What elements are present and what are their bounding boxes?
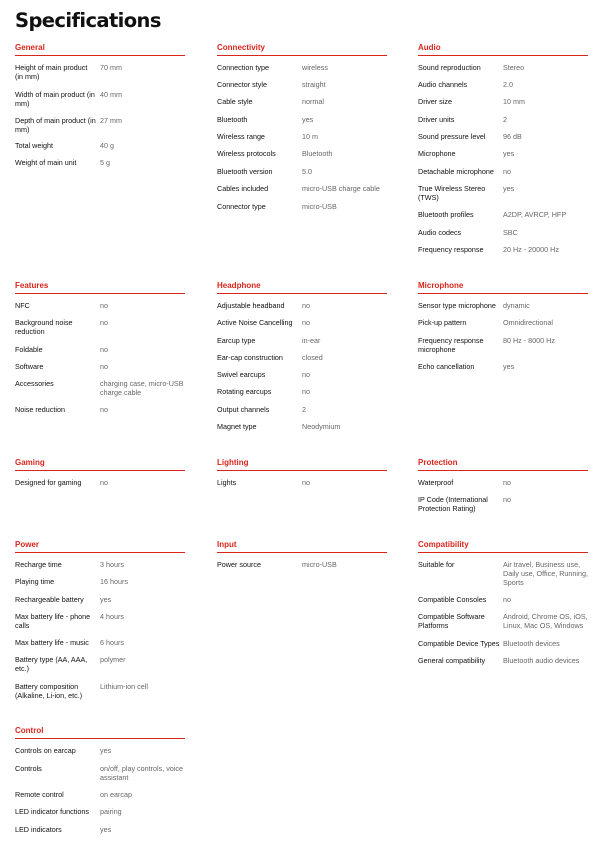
section-lighting <box>217 458 387 487</box>
spec-label: Bluetooth version <box>217 167 273 176</box>
spec-label: Detachable microphone <box>418 167 494 176</box>
spec-label: Pick-up pattern <box>418 318 467 327</box>
spec-label: NFC <box>15 301 30 310</box>
spec-value: no <box>302 318 310 327</box>
spec-value: 5.0 <box>302 167 312 176</box>
spec-label: Depth of main product (in mm) <box>15 116 96 134</box>
spec-value: 10 m <box>302 132 318 141</box>
spec-value: no <box>100 345 108 354</box>
section-microphone <box>418 281 588 371</box>
spec-label: Earcup type <box>217 336 256 345</box>
spec-value: wireless <box>302 63 328 72</box>
spec-value: Neodymium <box>302 422 341 431</box>
spec-label: Power source <box>217 560 261 569</box>
spec-value: yes <box>503 184 515 193</box>
spec-value: 70 mm <box>100 63 122 72</box>
spec-value: A2DP, AVRCP, HFP <box>503 210 567 219</box>
spec-label: Battery composition (Alkaline, Li-ion, etc.) <box>15 682 83 700</box>
spec-label: Software <box>15 362 44 371</box>
spec-value: Air travel, Business use, Daily use, Office, Running, Sports <box>503 560 588 587</box>
spec-label: Max battery life - phone calls <box>15 612 91 630</box>
spec-label: Suitable for <box>418 560 455 569</box>
spec-label: IP Code (International Protection Rating) <box>418 495 488 513</box>
spec-label: Connection type <box>217 63 269 72</box>
spec-label: Connector style <box>217 80 267 89</box>
spec-value: no <box>503 167 511 176</box>
spec-value: polymer <box>100 655 126 664</box>
spec-label: Frequency response microphone <box>418 336 484 354</box>
spec-value: closed <box>302 353 323 362</box>
spec-value: no <box>503 595 511 604</box>
section-title: Compatibility <box>418 540 588 553</box>
spec-value: 80 Hz - 8000 Hz <box>503 336 555 345</box>
spec-label: Magnet type <box>217 422 257 431</box>
spec-label: Frequency response <box>418 245 484 254</box>
section-title: Lighting <box>217 458 387 471</box>
section-audio <box>418 43 588 254</box>
spec-value: micro-USB <box>302 202 337 211</box>
spec-value: Android, Chrome OS, iOS, Linux, Mac OS, Windows <box>503 612 588 630</box>
spec-value: yes <box>100 746 112 755</box>
spec-label: Bluetooth <box>217 115 248 124</box>
spec-label: Designed for gaming <box>15 478 82 487</box>
spec-label: Height of main product (in mm) <box>15 63 88 81</box>
spec-label: Weight of main unit <box>15 158 77 167</box>
spec-value: 40 mm <box>100 90 122 99</box>
spec-label: LED indicator functions <box>15 807 89 816</box>
spec-label: Background noise reduction <box>15 318 73 336</box>
spec-label: Recharge time <box>15 560 62 569</box>
spec-value: 4 hours <box>100 612 124 621</box>
spec-value: dynamic <box>503 301 530 310</box>
spec-label: Connector type <box>217 202 266 211</box>
spec-value: 96 dB <box>503 132 522 141</box>
section-title: Power <box>15 540 185 553</box>
spec-value: Omnidirectional <box>503 318 553 327</box>
spec-value: 2 <box>503 115 507 124</box>
spec-value: no <box>100 301 108 310</box>
spec-label: Driver size <box>418 97 452 106</box>
spec-value: in-ear <box>302 336 321 345</box>
spec-value: 20 Hz - 20000 Hz <box>503 245 559 254</box>
spec-value: Bluetooth <box>302 149 333 158</box>
spec-value: no <box>302 478 310 487</box>
spec-label: Audio channels <box>418 80 468 89</box>
spec-label: Audio codecs <box>418 228 462 237</box>
spec-value: SBC <box>503 228 518 237</box>
spec-value: no <box>302 387 310 396</box>
section-title: Connectivity <box>217 43 387 56</box>
section-features <box>15 281 185 414</box>
spec-value: Bluetooth devices <box>503 639 560 648</box>
spec-value: micro-USB <box>302 560 337 569</box>
section-title: Microphone <box>418 281 588 294</box>
spec-value: no <box>100 478 108 487</box>
spec-value: no <box>100 362 108 371</box>
section-control <box>15 726 185 834</box>
spec-label: LED indicators <box>15 825 62 834</box>
section-title: Features <box>15 281 185 294</box>
spec-value: yes <box>100 825 112 834</box>
spec-label: General compatibility <box>418 656 486 665</box>
spec-value: micro-USB charge cable <box>302 184 380 193</box>
spec-label: Bluetooth profiles <box>418 210 474 219</box>
spec-value: no <box>302 370 310 379</box>
section-title: Protection <box>418 458 588 471</box>
spec-value: normal <box>302 97 324 106</box>
spec-value: 27 mm <box>100 116 122 125</box>
spec-value: 40 g <box>100 141 114 150</box>
spec-label: Cables included <box>217 184 269 193</box>
spec-label: Lights <box>217 478 237 487</box>
spec-value: 2.0 <box>503 80 513 89</box>
spec-label: Rechargeable battery <box>15 595 84 604</box>
spec-value: 3 hours <box>100 560 124 569</box>
spec-label: Total weight <box>15 141 53 150</box>
spec-value: no <box>100 405 108 414</box>
section-title: Gaming <box>15 458 185 471</box>
spec-value: yes <box>503 362 515 371</box>
spec-label: Driver units <box>418 115 455 124</box>
section-headphone <box>217 281 387 431</box>
spec-value: yes <box>503 149 515 158</box>
spec-label: Sound reproduction <box>418 63 481 72</box>
spec-label: Controls on earcap <box>15 746 76 755</box>
spec-label: Controls <box>15 764 42 773</box>
section-connectivity <box>217 43 387 211</box>
spec-label: Adjustable headband <box>217 301 285 310</box>
spec-value: 10 mm <box>503 97 525 106</box>
spec-label: Compatible Consoles <box>418 595 487 604</box>
spec-value: straight <box>302 80 326 89</box>
section-general <box>15 43 185 167</box>
section-gaming <box>15 458 185 487</box>
section-power <box>15 540 185 700</box>
spec-value: Bluetooth audio devices <box>503 656 580 665</box>
spec-value: yes <box>302 115 314 124</box>
spec-label: Wireless protocols <box>217 149 276 158</box>
section-compatibility <box>418 540 588 665</box>
spec-value: on earcap <box>100 790 132 799</box>
spec-value: no <box>302 301 310 310</box>
spec-label: Compatible Software Platforms <box>418 612 485 630</box>
spec-value: pairing <box>100 807 122 816</box>
spec-label: Accessories <box>15 379 54 388</box>
spec-label: Ear-cap construction <box>217 353 283 362</box>
spec-label: Width of main product (in mm) <box>15 90 95 108</box>
spec-label: Rotating earcups <box>217 387 272 396</box>
spec-label: Max battery life - music <box>15 638 89 647</box>
section-title: Audio <box>418 43 588 56</box>
section-input <box>217 540 387 569</box>
section-title: Headphone <box>217 281 387 294</box>
spec-label: Cable style <box>217 97 253 106</box>
spec-label: Sound pressure level <box>418 132 486 141</box>
spec-label: Compatible Device Types <box>418 639 500 648</box>
spec-value: 2 <box>302 405 306 414</box>
spec-label: Wireless range <box>217 132 265 141</box>
page-title: Specifications <box>15 9 161 32</box>
spec-label: Sensor type microphone <box>418 301 496 310</box>
section-title: Input <box>217 540 387 553</box>
spec-value: Lithium-ion cell <box>100 682 148 691</box>
spec-label: Swivel earcups <box>217 370 266 379</box>
spec-label: Active Noise Cancelling <box>217 318 293 327</box>
spec-label: Foldable <box>15 345 43 354</box>
section-title: Control <box>15 726 185 739</box>
spec-label: True Wireless Stereo (TWS) <box>418 184 486 202</box>
spec-label: Battery type (AA, AAA, etc.) <box>15 655 88 673</box>
spec-value: on/off, play controls, voice assistant <box>100 764 183 782</box>
spec-label: Noise reduction <box>15 405 65 414</box>
spec-label: Waterproof <box>418 478 454 487</box>
spec-value: Stereo <box>503 63 525 72</box>
spec-value: 6 hours <box>100 638 124 647</box>
spec-value: 5 g <box>100 158 110 167</box>
spec-value: no <box>100 318 108 327</box>
spec-value: yes <box>100 595 112 604</box>
spec-label: Playing time <box>15 577 55 586</box>
section-protection <box>418 458 588 513</box>
spec-value: charging case, micro-USB charge cable <box>100 379 184 397</box>
section-title: General <box>15 43 185 56</box>
spec-value: 16 hours <box>100 577 128 586</box>
spec-label: Remote control <box>15 790 64 799</box>
spec-value: no <box>503 478 511 487</box>
spec-label: Microphone <box>418 149 456 158</box>
spec-label: Output channels <box>217 405 270 414</box>
spec-label: Echo cancellation <box>418 362 475 371</box>
spec-value: no <box>503 495 511 504</box>
